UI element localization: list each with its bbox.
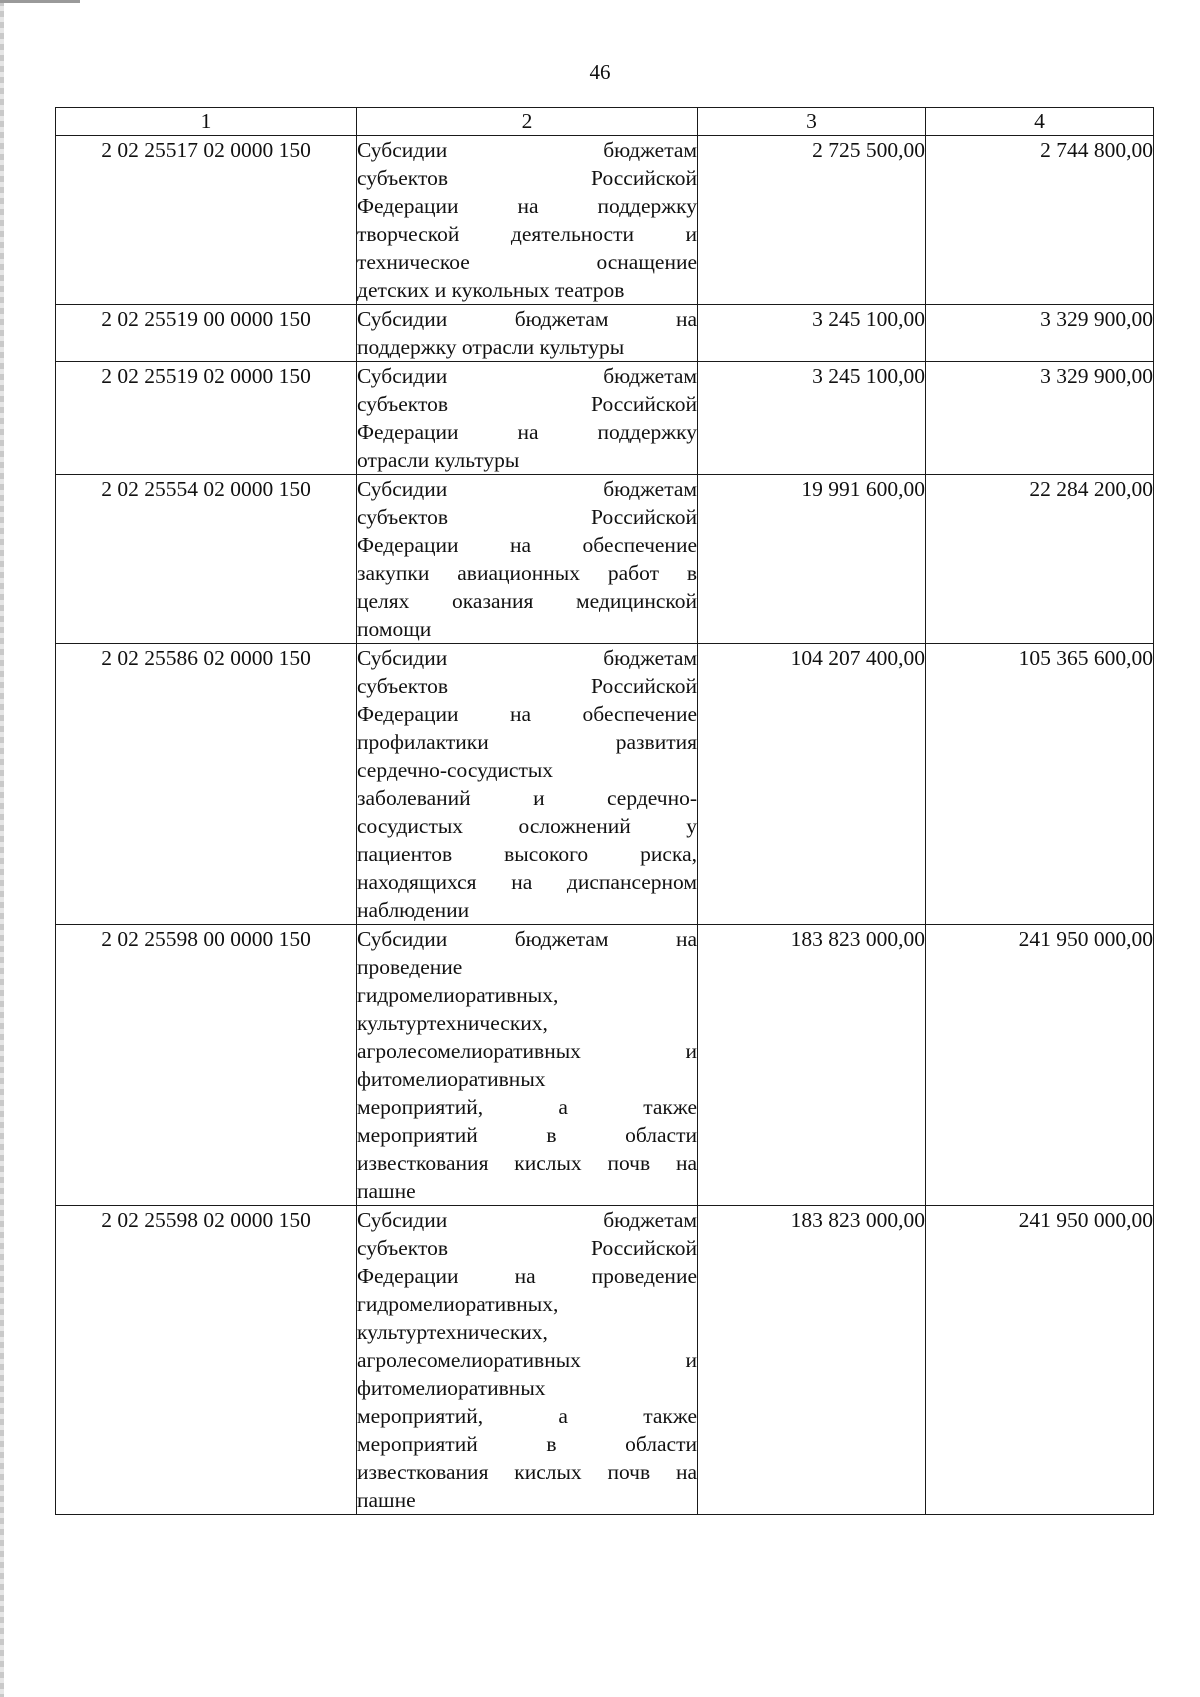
amount-column-3: 3 245 100,00	[698, 362, 926, 475]
description-line: субъектов Российской	[357, 392, 697, 416]
budget-code: 2 02 25598 00 0000 150	[56, 925, 357, 1206]
table-row	[56, 305, 1154, 362]
description-line: Федерации на обеспечение	[357, 702, 697, 726]
column-header-3: 3	[698, 108, 926, 136]
description-line: субъектов Российской	[357, 674, 697, 698]
table-row	[56, 362, 1154, 475]
description-line: проведение	[357, 955, 463, 979]
description-line: Субсидии бюджетам	[357, 646, 697, 670]
column-header-1: 1	[56, 108, 357, 136]
table-row	[56, 136, 1154, 305]
description-line: агролесомелиоративных и	[357, 1039, 697, 1063]
description-line: детских и кукольных театров	[357, 278, 625, 302]
subsidy-description	[357, 925, 698, 1206]
description-line: пашне	[357, 1179, 416, 1203]
description-line: гидромелиоративных,	[357, 1292, 559, 1316]
description-line: помощи	[357, 617, 432, 641]
description-line: известкования кислых почв на	[357, 1460, 697, 1484]
description-line: мероприятий, а также	[357, 1095, 697, 1119]
amount-column-4: 22 284 200,00	[926, 475, 1154, 644]
description-line: Федерации на проведение	[357, 1264, 697, 1288]
description-line: агролесомелиоративных и	[357, 1348, 697, 1372]
amount-column-4: 241 950 000,00	[926, 1206, 1154, 1515]
description-line: Федерации на обеспечение	[357, 533, 697, 557]
description-line: субъектов Российской	[357, 166, 697, 190]
description-line: наблюдении	[357, 898, 470, 922]
budget-code: 2 02 25598 02 0000 150	[56, 1206, 357, 1515]
subsidy-description	[357, 644, 698, 925]
description-line: закупки авиационных работ в	[357, 561, 697, 585]
description-line: фитомелиоративных	[357, 1376, 546, 1400]
description-line: мероприятий в области	[357, 1432, 697, 1456]
description-line: сердечно-сосудистых	[357, 758, 554, 782]
description-line: Субсидии бюджетам	[357, 364, 697, 388]
description-line: фитомелиоративных	[357, 1067, 546, 1091]
description-line: сосудистых осложнений у	[357, 814, 697, 838]
description-line: творческой деятельности и	[357, 222, 697, 246]
description-line: известкования кислых почв на	[357, 1151, 697, 1175]
description-line: культуртехнических,	[357, 1011, 548, 1035]
description-line: отрасли культуры	[357, 448, 520, 472]
description-line: культуртехнических,	[357, 1320, 548, 1344]
amount-column-4: 3 329 900,00	[926, 305, 1154, 362]
subsidy-description	[357, 362, 698, 475]
description-line: субъектов Российской	[357, 1236, 697, 1260]
description-line: Субсидии бюджетам на	[357, 307, 697, 331]
description-line: техническое оснащение	[357, 250, 697, 274]
table-row	[56, 925, 1154, 1206]
description-line: профилактики развития	[357, 730, 697, 754]
subsidy-description	[357, 475, 698, 644]
amount-column-4: 3 329 900,00	[926, 362, 1154, 475]
table-row	[56, 644, 1154, 925]
description-line: Субсидии бюджетам	[357, 138, 697, 162]
column-header-4: 4	[926, 108, 1154, 136]
subsidy-description	[357, 1206, 698, 1515]
budget-code: 2 02 25586 02 0000 150	[56, 644, 357, 925]
budget-code: 2 02 25554 02 0000 150	[56, 475, 357, 644]
amount-column-3: 3 245 100,00	[698, 305, 926, 362]
amount-column-3: 19 991 600,00	[698, 475, 926, 644]
budget-code: 2 02 25519 00 0000 150	[56, 305, 357, 362]
amount-column-3: 2 725 500,00	[698, 136, 926, 305]
table-row	[56, 475, 1154, 644]
description-line: гидромелиоративных,	[357, 983, 559, 1007]
description-line: целях оказания медицинской	[357, 589, 697, 613]
table-body	[56, 136, 1154, 1515]
subsidy-description	[357, 305, 698, 362]
description-line: Субсидии бюджетам	[357, 477, 697, 501]
amount-column-4: 2 744 800,00	[926, 136, 1154, 305]
description-line: мероприятий в области	[357, 1123, 697, 1147]
subsidy-description	[357, 136, 698, 305]
description-line: Федерации на поддержку	[357, 194, 697, 218]
amount-column-3: 104 207 400,00	[698, 644, 926, 925]
description-line: Субсидии бюджетам	[357, 1208, 697, 1232]
description-line: субъектов Российской	[357, 505, 697, 529]
description-line: поддержку отрасли культуры	[357, 335, 625, 359]
column-header-2: 2	[357, 108, 698, 136]
scan-top-mark	[0, 0, 80, 3]
budget-code: 2 02 25519 02 0000 150	[56, 362, 357, 475]
header-row	[56, 108, 1154, 136]
page-number: 46	[589, 60, 611, 84]
amount-column-3: 183 823 000,00	[698, 1206, 926, 1515]
scan-left-edge	[0, 0, 4, 1697]
description-line: пашне	[357, 1488, 416, 1512]
description-line: Федерации на поддержку	[357, 420, 697, 444]
table-row	[56, 1206, 1154, 1515]
amount-column-3: 183 823 000,00	[698, 925, 926, 1206]
description-line: заболеваний и сердечно-	[357, 786, 697, 810]
amount-column-4: 241 950 000,00	[926, 925, 1154, 1206]
budget-table	[55, 107, 1154, 1515]
amount-column-4: 105 365 600,00	[926, 644, 1154, 925]
budget-code: 2 02 25517 02 0000 150	[56, 136, 357, 305]
description-line: Субсидии бюджетам на	[357, 927, 697, 951]
description-line: пациентов высокого риска,	[357, 842, 697, 866]
description-line: мероприятий, а также	[357, 1404, 697, 1428]
description-line: находящихся на диспансерном	[357, 870, 697, 894]
